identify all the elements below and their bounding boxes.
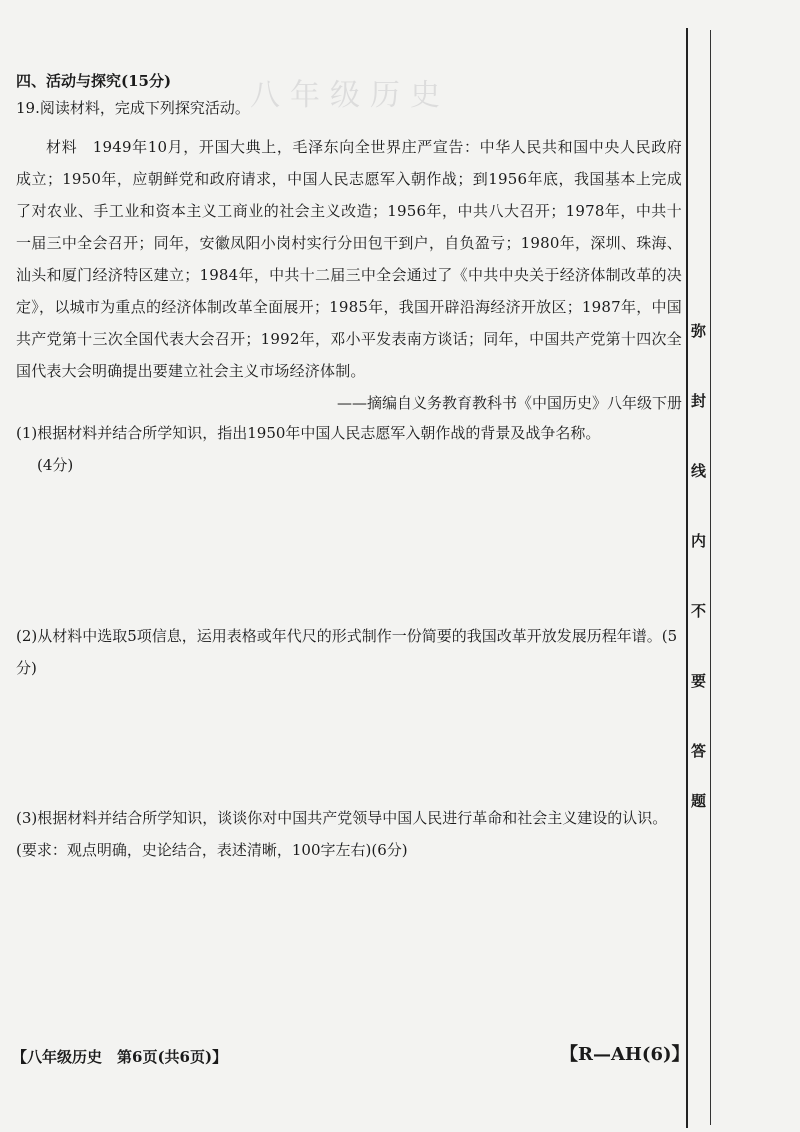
binding-char: 不 xyxy=(691,602,707,620)
binding-char: 答 xyxy=(691,742,707,760)
footer-code: 【R—AH(6)】 xyxy=(560,1044,690,1065)
question-content xyxy=(16,70,682,859)
binding-char: 要 xyxy=(691,672,707,690)
binding-char: 封 xyxy=(691,392,707,410)
subquestion-2: (2)从材料中选取5项信息，运用表格或年代尺的形式制作一份简要的我国改革开放发展历程年谱。(5分) xyxy=(16,627,678,677)
binding-char: 线 xyxy=(691,462,707,480)
binding-char: 题 xyxy=(691,792,707,810)
subquestion-1 xyxy=(16,417,682,481)
subquestion-1-text: (1)根据材料并结合所学知识，指出1950年中国人民志愿军入朝作战的背景及战争名称。 xyxy=(16,424,601,442)
question-19-prompt: 19.阅读材料，完成下列探究活动。 xyxy=(16,99,250,117)
footer-page-info: 【八年级历史 第6页(共6页)】 xyxy=(12,1048,228,1066)
subquestion-3: (3)根据材料并结合所学知识，谈谈你对中国共产党领导中国人民进行革命和社会主义建设的认识。(要求：观点明确，史论结合，表述清晰，100字左右)(6分) xyxy=(16,809,668,859)
binding-char: 内 xyxy=(691,532,707,550)
binding-notice xyxy=(688,320,710,810)
section-title: 四、活动与探究(15分) xyxy=(16,72,172,90)
material-text: 材料 1949年10月，开国大典上，毛泽东向全世界庄严宣告：中华人民共和国中央人民政府成立；1950年，应朝鲜党和政府请求，中国人民志愿军入朝作战；到1956年底，我国基本上完成了对农业、手工业和资本主义工商业的社会主义改造；1956年，中共八大召开；1978年，中共十一届三中全会召开；同年，安徽凤阳小岗村实行分田包干到户，自负盈亏；1980年，深圳、珠海、汕头和厦门经济特区建立；1984年，中共十二届三中全会通过了《中共中央关于经济体制改革的决定》，以城市为重点的经济体制改革全面展开；1985年，我国开辟沿海经济开放区；1987年，中国共产党第十三次全国代表大会召开；1992年，邓小平发表南方谈话；同年，中国共产党第十四次全国代表大会明确提出要建立社会主义市场经济体制。 xyxy=(16,138,682,380)
material-source: ——摘编自义务教育教科书《中国历史》八年级下册 xyxy=(336,394,682,412)
binding-char: 弥 xyxy=(691,322,707,340)
subquestion-1-points: (4分) xyxy=(37,456,74,474)
binding-cut-line xyxy=(710,30,711,1125)
bleed-through-title: 八年级历史 xyxy=(250,78,450,113)
